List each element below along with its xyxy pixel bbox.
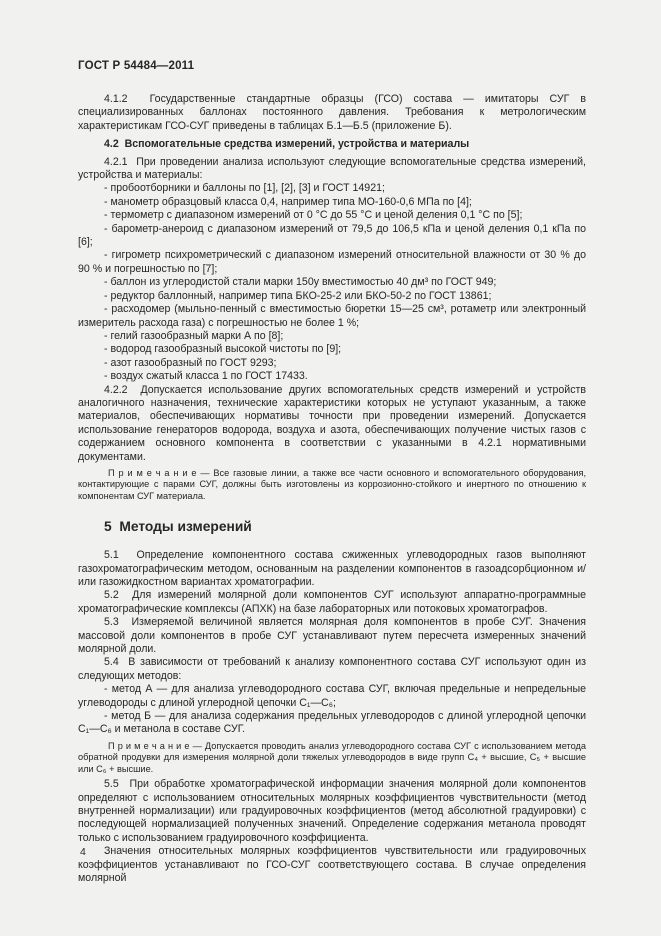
equipment-list-item: - водород газообразный высокой чистоты по [9]; xyxy=(104,343,342,356)
paragraph-4-2-2: 4.2.2 Допускается использование других вспомогательных средств измерений и устройств аналогичного назначения, технические характеристики которых не уступают указанным, а также материалов, обеспечивающих нормативы точности при проведении измерений. Допускается использование генераторов водорода, воздуха и азота, обеспечивающих получение чистых газов с содержанием основного компонента в соответствии с указанными в 4.2.1 нормативными документами. xyxy=(78,383,586,463)
equipment-list-item: - манометр образцовый класса 0,4, например типа МО-160-0,6 МПа по [4]; xyxy=(104,195,472,208)
method-a-item: - метод А — для анализа углеводородного состава СУГ, включая предельные и непредельные углеводороды с длиной углеродной цепочки С₁—С₆; xyxy=(78,683,586,709)
equipment-list-item: - гелий газообразный марки А по [8]; xyxy=(104,329,284,342)
paragraph-5-3: 5.3 Измеряемой величиной является молярная доля компонентов в пробе СУГ. Значения массовой доли компонентов в пробе СУГ устанавливают путем пересчета измеренных значений молярной доли. xyxy=(78,616,586,656)
paragraph-5-5-continued: Значения относительных молярных коэффициентов чувствительности или градуировочных коэффициентов устанавливают по ГСО-СУГ соответствующего состава. В случае определения молярной xyxy=(78,845,586,884)
heading-4-2: 4.2 Вспомогательные средства измерений, устройства и материалы xyxy=(104,138,470,151)
equipment-list-item: - редуктор баллонный, например типа БКО-25-2 или БКО-50-2 по ГОСТ 13861; xyxy=(104,289,492,302)
section-5-heading: 5 Методы измерений xyxy=(104,519,252,535)
equipment-list-item: - барометр-анероид с диапазоном измерений от 79,5 до 106,5 кПа и ценой деления 0,1 кПа по [6]; xyxy=(78,222,586,249)
paragraph-5-4: 5.4 В зависимости от требований к анализу компонентного состава СУГ используют один из следующих методов: xyxy=(78,656,586,682)
paragraph-5-2: 5.2 Для измерений молярной доли компонентов СУГ используют аппаратно-программные хроматографические комплексы (АПХК) на базе лабораторных или потоковых хроматографов. xyxy=(78,589,586,615)
paragraph-4-2-1: 4.2.1 При проведении анализа используют следующие вспомогательные средства измерений, устройства и материалы: xyxy=(78,155,586,182)
equipment-list-item: - гигрометр психрометрический с диапазоном измерений относительной влажности от 30 % до 90 % и погрешностью по [7]; xyxy=(78,249,586,275)
equipment-list-item: - баллон из углеродистой стали марки 150у вместимостью 40 дм³ по ГОСТ 949; xyxy=(104,276,497,289)
note-backflush: П р и м е ч а н и е — Допускается проводить анализ углеводородного состава СУГ с использованием метода обратной продувки для измерения молярной доли тяжелых углеводородов в виде групп С₄ + высшие, С₅ + высшие или С₆ + высшие. xyxy=(78,740,586,774)
standard-number-header: ГОСТ Р 54484—2011 xyxy=(78,60,195,72)
page-number: 4 xyxy=(80,846,86,858)
note-gas-lines: П р и м е ч а н и е — Все газовые линии, а также все части основного и вспомогательного оборудования, контактирующие с парами СУГ, должны быть изготовлены из коррозионно-стойкого и инертного по отношению к компонентам СУГ материала. xyxy=(78,467,586,501)
paragraph-4-1-2: 4.1.2 Государственные стандартные образцы (ГСО) состава — имитаторы СУГ в специализированных баллонах постоянного давления. Требования к метрологическим характеристикам ГСО-СУГ приведены в таблицах Б.1—Б.5 (приложение Б). xyxy=(78,93,586,132)
paragraph-5-1: 5.1 Определение компонентного состава сжиженных углеводородных газов выполняют газохроматографическим методом, основанным на разделении компонентов в газоадсорбционном и/или газожидкостном вариантах хроматографии. xyxy=(78,549,586,588)
equipment-list-item: - азот газообразный по ГОСТ 9293; xyxy=(104,356,277,369)
equipment-list-item: - расходомер (мыльно-пенный с вместимостью бюретки 15—25 см³, ротаметр или электронный измеритель расхода газа) с погрешностью не более 1 %; xyxy=(78,303,586,329)
equipment-list-item: - воздух сжатый класса 1 по ГОСТ 17433. xyxy=(104,370,308,383)
document-content xyxy=(78,93,586,885)
equipment-list-item: - пробоотборники и баллоны по [1], [2], [3] и ГОСТ 14921; xyxy=(104,182,385,195)
paragraph-5-5: 5.5 При обработке хроматографической информации значения молярной доли компонентов определяют с использованием относительных молярных коэффициентов чувствительности (метод внутренней нормализации) или градуировочных коэффициентов (метод абсолютной градуировки) с последующей нормализацией полученных значений. Определение содержания метанола проводят только с использованием градуировочного коэффициента. xyxy=(78,778,586,844)
equipment-list-item: - термометр с диапазоном измерений от 0 °С до 55 °С и ценой деления 0,1 °С по [5]; xyxy=(104,209,523,222)
method-b-item: - метод Б — для анализа содержания предельных углеводородов с длиной углеродной цепочки С₁—С₆ и метанола в составе СУГ. xyxy=(78,710,586,736)
